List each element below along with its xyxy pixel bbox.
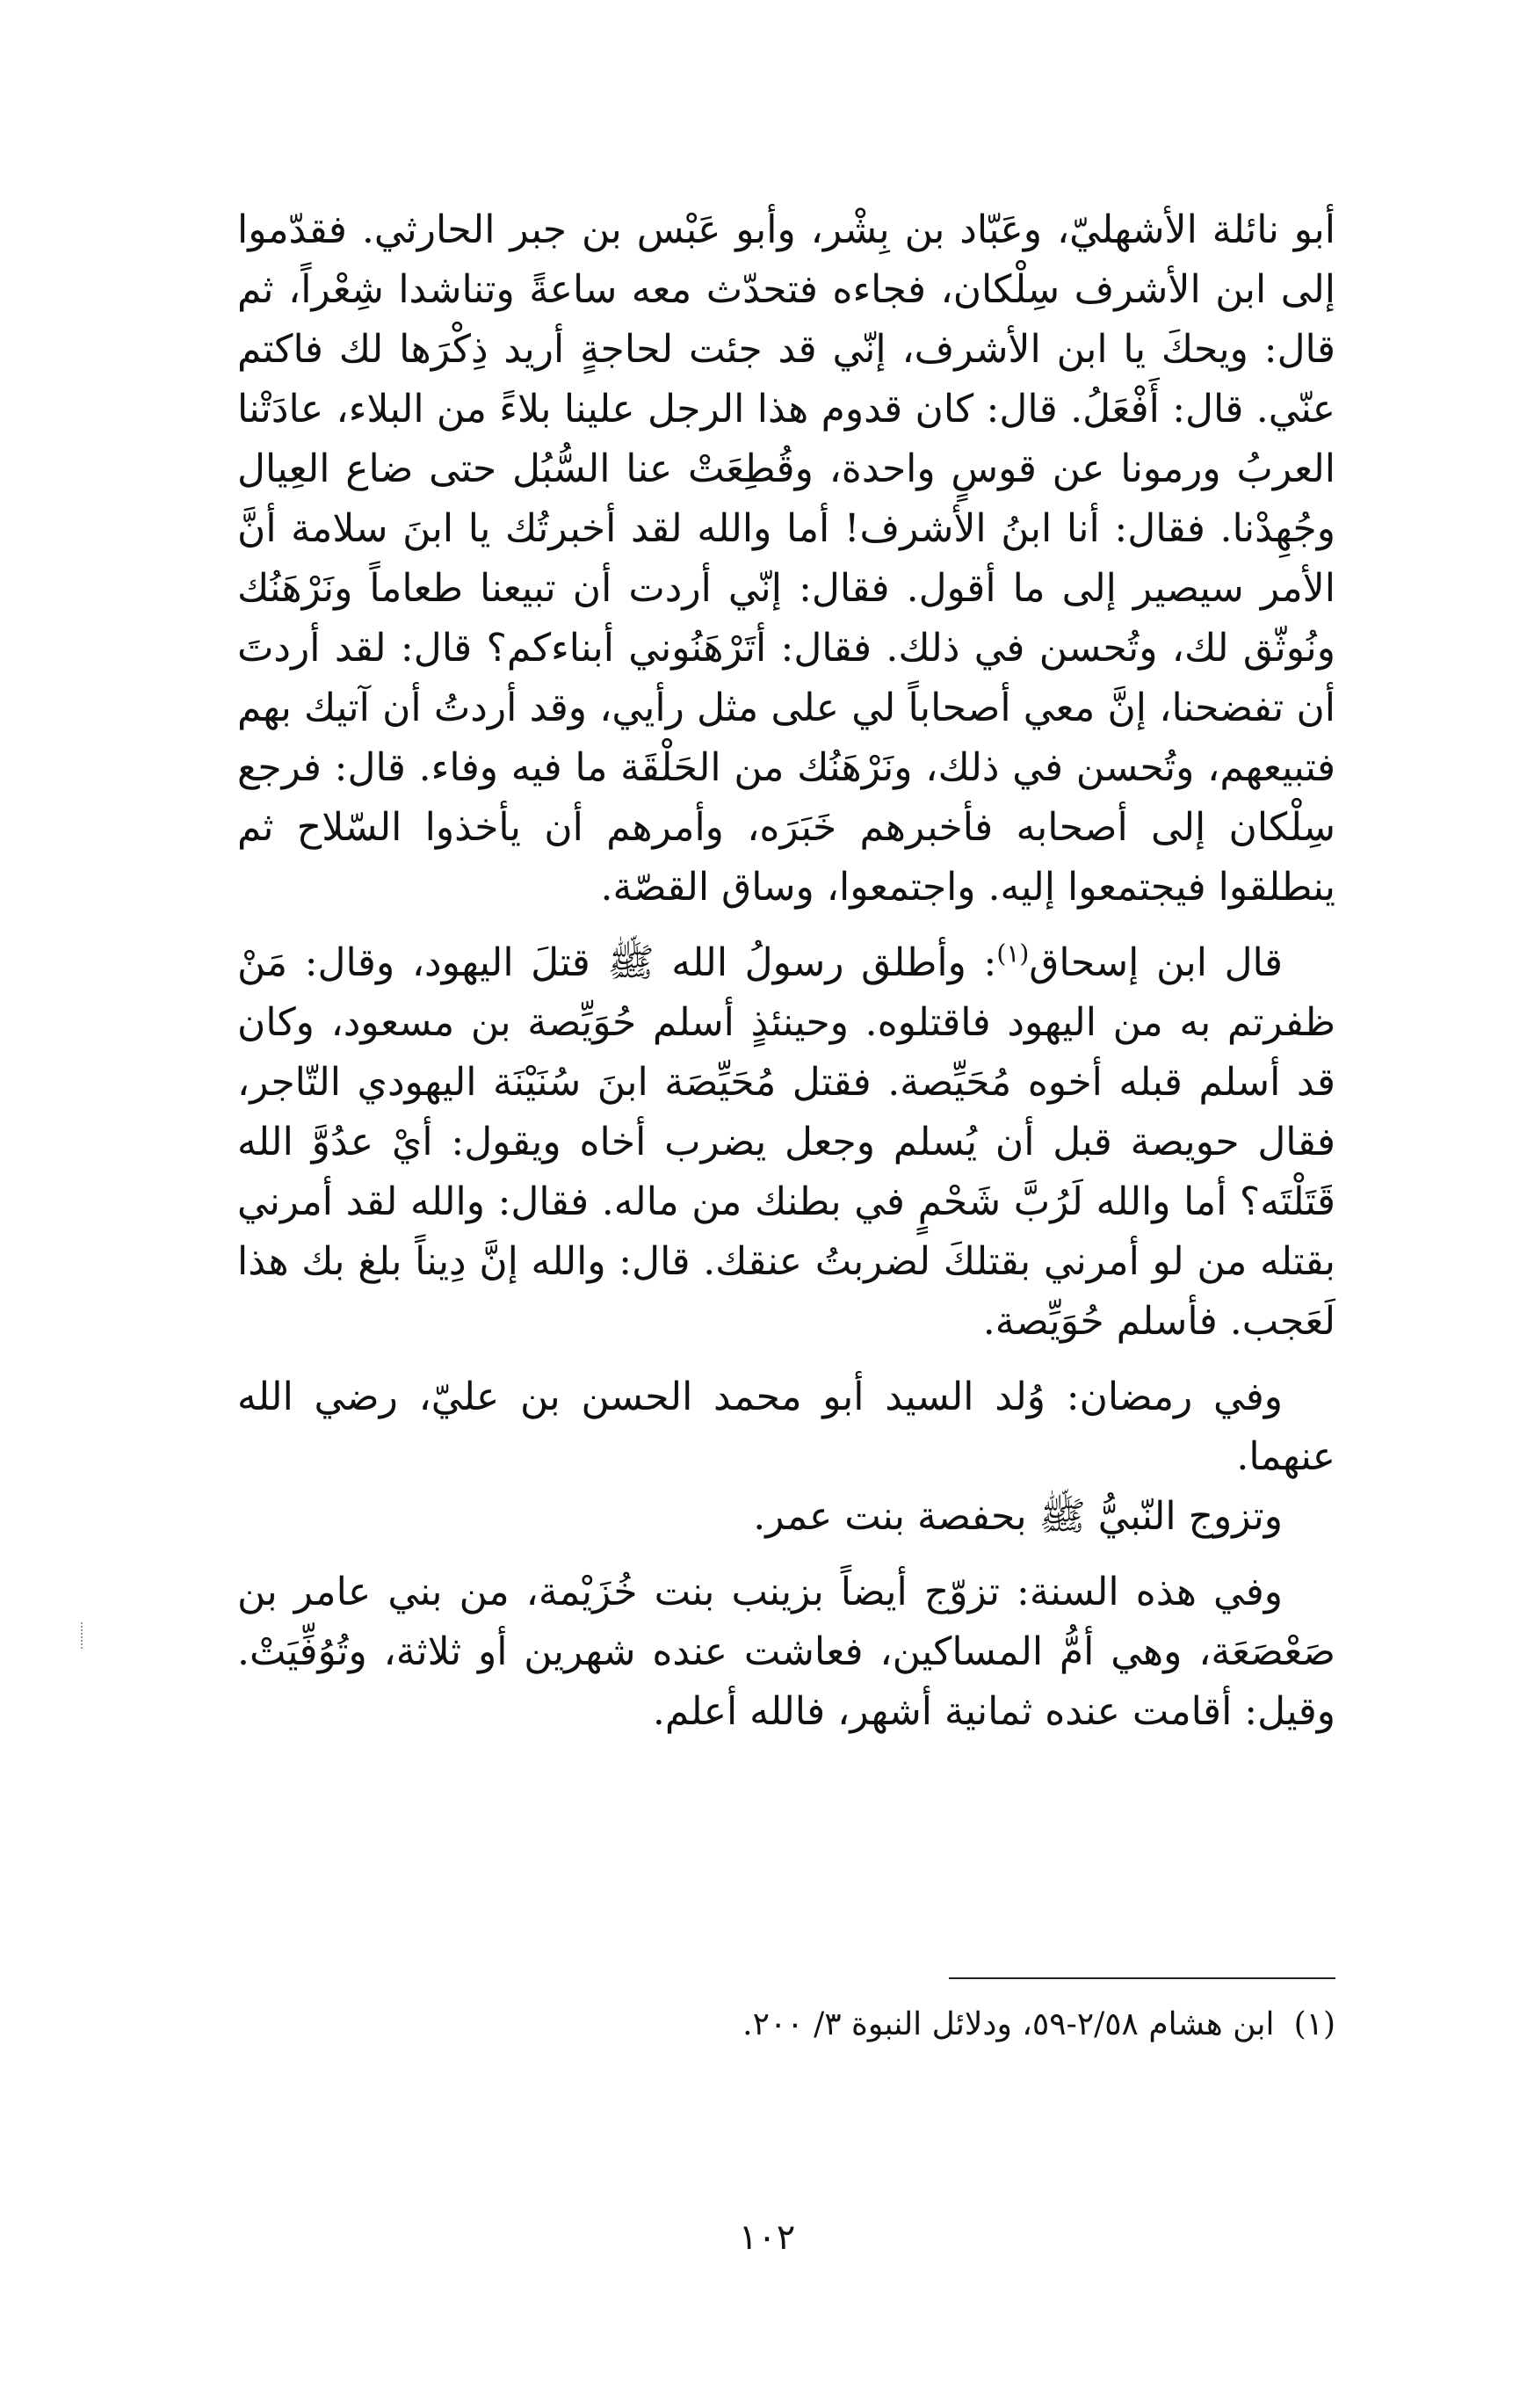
paragraph-1: أبو نائلة الأشهليّ، وعَبّاد بن بِشْر، وأبو عَبْس بن جبر الحارثي. فقدّموا إلى ابن الأشرف سِلْكان، فجاءه فتحدّث معه ساعةً وتناشدا شِعْراً، ثم قال: ويحكَ يا ابن الأشرف، إنّي قد جئت لحاجةٍ أريد ذِكْرَها لك فاكتم عنّي. قال: أَفْعَلُ. قال: كان قدوم هذا الرجل علينا بلاءً من البلاء، عادَتْنا العربُ ورمونا عن قوسٍ واحدة، وقُطِعَتْ عنا السُّبُل حتى ضاع العِيال وجُهِدْنا. فقال: أنا ابنُ الأشرف! أما والله لقد أخبرتُك يا ابنَ سلامة أنَّ الأمر سيصير إلى ما أقول. فقال: إنّي أردت أن تبيعنا طعاماً ونَرْهَنُك ونُوثّق لك، وتُحسن في ذلك. فقال: أتَرْهَنُوني أبناءكم؟ قال: لقد أردتَ أن تفضحنا، إنَّ معي أصحاباً لي على مثل رأيي، وقد أردتُ أن آتيك بهم فتبيعهم، وتُحسن في ذلك، ونَرْهَنُك من الحَلْقَة ما فيه وفاء. قال: فرجع سِلْكان إلى أصحابه فأخبرهم خَبَرَه، وأمرهم أن يأخذوا السّلاح ثم ينطلقوا فيجتمعوا إليه. واجتمعوا، وساق القصّة. xyxy=(237,207,1335,910)
paragraph-2-lead: قال ابن إسحاق xyxy=(1029,940,1283,985)
margin-mark xyxy=(81,1622,86,1649)
paragraph-3: وفي رمضان: وُلد السيد أبو محمد الحسن بن عليّ، رضي الله عنهما. xyxy=(237,1374,1335,1479)
paragraph-2-rest: : وأطلق رسولُ الله ﷺ قتلَ اليهود، وقال: مَنْ ظفرتم به من اليهود فاقتلوه. وحينئذٍ أسلم حُوَيِّصة بن مسعود، وكان قد أسلم قبله أخوه مُحَيِّصة. فقتل مُحَيِّصَة ابنَ سُنَيْنَة اليهودي التّاجر، فقال حويصة قبل أن يُسلم وجعل يضرب أخاه ويقول: أيْ عدُوَّ الله قَتَلْتَه؟ أما والله لَرُبَّ شَحْمٍ في بطنك من ماله. فقال: والله لقد أمرني بقتله من لو أمرني بقتلكَ لضربتُ عنقك. قال: والله إنَّ دِيناً بلغ بك هذا لَعَجب. فأسلم حُوَيِّصة. xyxy=(237,940,1336,1344)
footnote-marker: (١) xyxy=(1293,2006,1335,2042)
paragraph-4: وتزوج النّبيُّ ﷺ بحفصة بنت عمر. xyxy=(753,1494,1283,1539)
footnote-divider xyxy=(949,1977,1335,1979)
footnote-text: ابن هشام ٢/٥٨-٥٩، ودلائل النبوة ٣/ ٢٠٠. xyxy=(742,2006,1275,2042)
paragraph-2 xyxy=(237,933,1335,1352)
footnote xyxy=(237,2002,1335,2048)
main-text xyxy=(237,200,1335,1742)
paragraph-5: وفي هذه السنة: تزوّج أيضاً بزينب بنت خُزَيْمة، من بني عامر بن صَعْصَعَة، وهي أمُّ المساكين، فعاشت عنده شهرين أو ثلاثة، وتُوُفِّيَتْ. وقيل: أقامت عنده ثمانية أشهر، فالله أعلم. xyxy=(237,1570,1335,1734)
footnote-reference-1: (١) xyxy=(996,939,1030,968)
page-number: ١٠٢ xyxy=(738,2217,796,2258)
